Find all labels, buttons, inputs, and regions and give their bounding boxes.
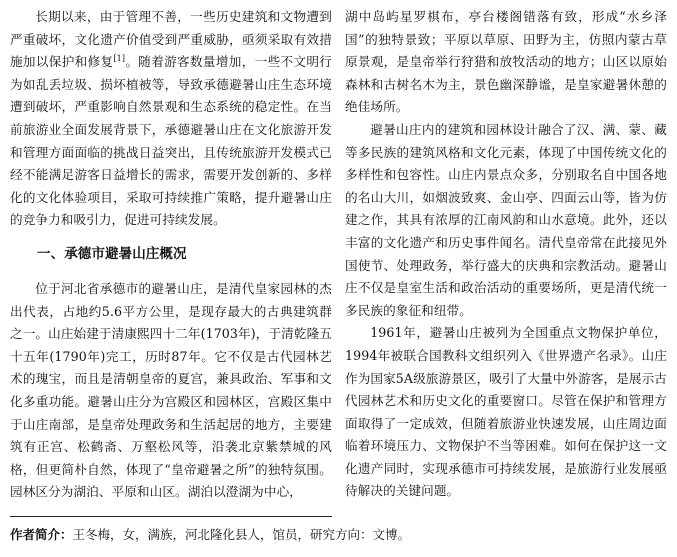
right-column bbox=[345, 6, 667, 503]
intro-text-part2: 。随着游客数量增加，一些不文明行为如乱丢垃圾、损坏植被等，导致承德避暑山庄生态环境遭到破坏，严重影响自然景观和生态系统的稳定性。在当前旅游业全面发展背景下，承德避暑山庄在文化旅游开发和管理方面面临的挑战日益突出，且传统旅游开发模式已经不能满足游客日益增长的需求，需要开发创新的、多样化的文化体验项目，采取可持续推广策略，提升避暑山庄的竞争力和吸引力，促进可持续发展。 bbox=[10, 54, 332, 228]
overview-paragraph: 位于河北省承德市的避暑山庄，是清代皇家园林的杰出代表，占地约5.6平方公里，是现存最大的古典建筑群之一。山庄始建于清康熙四十二年(1703年)，于清乾隆五十五年(1790年)完工，历时87年。它不仅是古代园林艺术的瑰宝，而且是清朝皇帝的夏宫，兼具政治、军事和文化多重功能。避暑山庄分为宫殿区和园林区，宫殿区集中于山庄南部，是皇帝处理政务和生活起居的地方，主要建筑有正宫、松鹤斋、万壑松风等，沿袭北京紫禁城的风格，但更简朴自然，体现了“皇帝避暑之所”的独特氛围。园林区分为湖泊、平原和山区。湖泊以澄湖为中心， bbox=[10, 280, 332, 500]
footnote-divider bbox=[10, 516, 332, 517]
section-heading: 一、承德市避暑山庄概况 bbox=[37, 245, 187, 262]
heritage-paragraph: 1961年，避暑山庄被列为全国重点文物保护单位，1994年被联合国教科文组织列入《世界遗产名录》。山庄作为国家5A级旅游景区，吸引了大量中外游客，是展示古代园林艺术和历史文化的重要窗口。尽管在保护和管理方面取得了一定成效，但随着旅游业快速发展，山庄周边面临着环境压力、文物保护不当等困难。如何在保护这一文化遗产同时，实现承德市可持续发展，是旅游行业发展亟待解决的关键问题。 bbox=[345, 325, 667, 499]
footnote-text: 王冬梅，女，满族，河北隆化县人，馆员，研究方向：文博。 bbox=[72, 527, 411, 542]
author-footnote bbox=[10, 526, 670, 544]
citation-ref: [1] bbox=[113, 54, 126, 63]
architecture-paragraph: 避暑山庄内的建筑和园林设计融合了汉、满、蒙、藏等多民族的建筑风格和文化元素，体现了中国传统文化的多样性和包容性。山庄内景点众多，分别取名自中国各地的名山大川，如烟波致爽、金山亭、四面云山等，皆为仿建之作，其具有浓厚的江南风韵和山水意境。此外，还以丰富的文化遗产和历史事件闻名。清代皇帝常在此接见外国使节、处理政务，举行盛大的庆典和宗教活动。避暑山庄不仅是皇室生活和政治活动的重要场所，更是清代统一多民族的象征和纽带。 bbox=[345, 121, 667, 318]
overview-paragraph-continued: 湖中岛屿星罗棋布，亭台楼阁错落有致，形成“水乡泽国”的独特景致；平原以草原、田野为主，仿照内蒙古草原景观，是皇帝举行狩猎和放牧活动的地方；山区以原始森林和古树名木为主，景色幽深静谧，是皇家避暑休憩的绝佳场所。 bbox=[345, 9, 667, 115]
footnote-label: 作者简介： bbox=[10, 527, 73, 542]
intro-text-part1: 长期以来，由于管理不善，一些历史建筑和文物遭到严重破坏，文化遗产价值受到严重威胁，亟须采取有效措施加以保护和修复 bbox=[10, 9, 332, 70]
intro-paragraph bbox=[10, 6, 332, 232]
left-column bbox=[10, 6, 332, 504]
